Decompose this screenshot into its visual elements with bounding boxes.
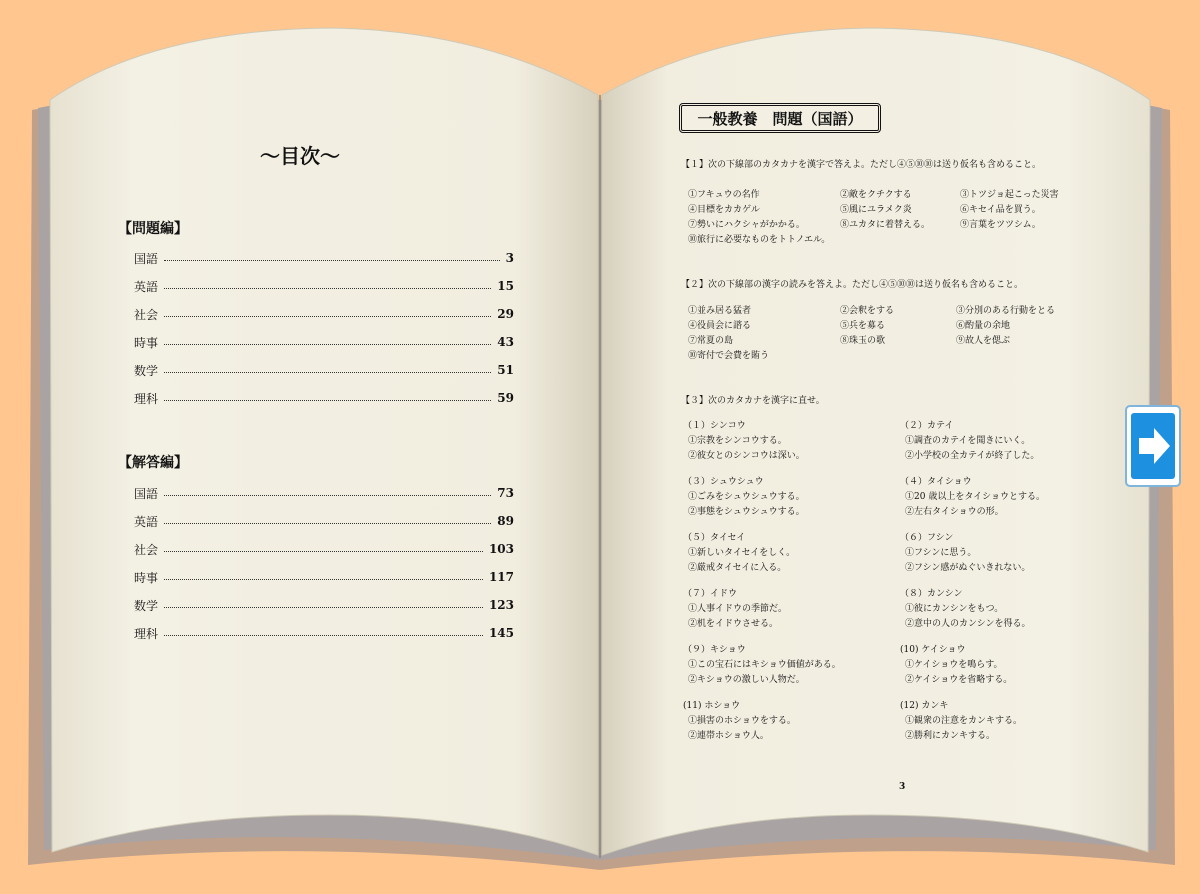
toc-row-page: 117 (488, 570, 514, 584)
toc-leader (164, 579, 483, 580)
q1-heading: 【１】次の下線部のカタカナを漢字で答えよ。ただし④⑤⑩⑩は送り仮名も含めること。 (681, 160, 1042, 170)
q3-line: ①観衆の注意をカンキする。 (905, 716, 1023, 726)
q3-group-label: （２）カテイ (900, 421, 954, 431)
toc-leader (164, 400, 491, 401)
toc-leader (164, 372, 491, 373)
q3-line: ②勝利にカンキする。 (905, 731, 996, 741)
q3-line: ②フシン感がぬぐいきれない。 (905, 563, 1031, 573)
toc-row[interactable] (134, 484, 514, 502)
q2-item: ②会釈をする (840, 306, 895, 316)
toc-row-page: 89 (497, 514, 514, 528)
toc-row-page: 59 (497, 391, 514, 405)
toc-row-label: 社会 (134, 307, 159, 322)
q1-item: ⑧ユカタに着替える。 (840, 220, 931, 230)
toc-row-label: 国語 (134, 486, 159, 501)
toc-row[interactable] (134, 624, 514, 642)
q3-group-label: （１）シンコウ (683, 421, 746, 431)
toc-row-page: 145 (488, 626, 514, 640)
q3-line: ①彼にカンシンをもつ。 (905, 604, 1004, 614)
toc-row-page: 103 (488, 542, 514, 556)
toc-row[interactable] (134, 249, 514, 267)
toc-title: ～目次～ (260, 144, 340, 168)
toc-row[interactable] (134, 361, 514, 379)
q2-item: ⑤兵を募る (840, 321, 886, 331)
toc-row[interactable] (134, 277, 514, 295)
q3-line: ②意中の人のカンシンを得る。 (905, 619, 1031, 629)
toc-row-label: 理科 (134, 626, 159, 641)
toc-row-label: 数学 (134, 598, 159, 613)
q2-item: ④役員会に諮る (688, 321, 752, 331)
toc-leader (164, 607, 483, 608)
toc-row-page: 15 (497, 279, 514, 293)
toc-row-page: 123 (488, 598, 514, 612)
q3-line: ①損害のホショウをする。 (688, 716, 796, 726)
toc-row-page: 73 (497, 486, 514, 500)
q3-group-label: （３）シュウシュウ (683, 477, 764, 487)
toc-row[interactable] (134, 596, 514, 614)
q3-line: ①この宝石にはキショウ価値がある。 (688, 660, 841, 670)
q3-heading: 【３】次のカタカナを漢字に直せ。 (681, 396, 825, 406)
toc-row-label: 国語 (134, 251, 159, 266)
q3-line: ②机をイドウさせる。 (688, 619, 779, 629)
toc-leader (164, 495, 491, 496)
toc-section-heading-problems: 【問題編】 (118, 221, 188, 237)
toc-row-page: 43 (497, 335, 514, 349)
toc-row[interactable] (134, 333, 514, 351)
exam-title: 一般教養 問題（国語） (679, 103, 881, 133)
q1-item: ⑨言葉をツツシム。 (960, 220, 1041, 230)
toc-row-page: 29 (497, 307, 514, 321)
q3-line: ①宗教をシンコウする。 (688, 436, 787, 446)
q3-line: ②小学校の全カテイが終了した。 (905, 451, 1040, 461)
q3-group-label: (10) ケイショウ (900, 645, 966, 655)
toc-row[interactable] (134, 568, 514, 586)
q1-item: ⑩旅行に必要なものをトトノエル。 (688, 235, 831, 245)
toc-leader (164, 344, 491, 345)
toc-row[interactable] (134, 305, 514, 323)
q1-item: ②敵をクチクする (840, 190, 912, 200)
toc-row[interactable] (134, 512, 514, 530)
q3-line: ①フシンに思う。 (905, 548, 977, 558)
toc-row[interactable] (134, 540, 514, 558)
q3-line: ①新しいタイセイをしく。 (688, 548, 796, 558)
q3-line: ①ごみをシュウシュウする。 (688, 492, 805, 502)
q2-item: ③分別のある行動をとる (956, 306, 1056, 316)
q2-item: ⑥酌量の余地 (956, 321, 1011, 331)
toc-row[interactable] (134, 389, 514, 407)
q3-group-label: （９）キショウ (683, 645, 746, 655)
next-page-button[interactable] (1125, 405, 1181, 487)
q3-line: ②彼女とのシンコウは深い。 (688, 451, 805, 461)
q1-item: ①フキュウの名作 (688, 190, 760, 200)
toc-row-label: 時事 (134, 335, 159, 350)
toc-row-page: 51 (497, 363, 514, 377)
q3-line: ②厳戒タイセイに入る。 (688, 563, 787, 573)
q3-line: ①調査のカテイを聞きにいく。 (905, 436, 1031, 446)
q3-group-label: （７）イドウ (683, 589, 738, 599)
q1-item: ⑦勢いにハクシャがかかる。 (688, 220, 805, 230)
q3-group-label: (11) ホショウ (683, 701, 741, 711)
q2-item: ①並み居る猛者 (688, 306, 752, 316)
toc-row-label: 時事 (134, 570, 159, 585)
q3-line: ②事態をシュウシュウする。 (688, 507, 805, 517)
q3-line: ②連帯ホショウ人。 (688, 731, 769, 741)
q1-item: ③トツジョ起こった災害 (960, 190, 1059, 200)
toc-row-label: 英語 (134, 279, 159, 294)
q3-line: ②左右タイショウの形。 (905, 507, 1004, 517)
q2-item: ⑩寄付で会費を賄う (688, 351, 770, 361)
q2-item: ⑨故人を偲ぶ (956, 336, 1011, 346)
toc-leader (164, 288, 491, 289)
toc-leader (164, 635, 483, 636)
toc-row-label: 数学 (134, 363, 159, 378)
toc-leader (164, 260, 500, 261)
q2-heading: 【２】次の下線部の漢字の読みを答えよ。ただし④⑤⑩⑩は送り仮名も含めること。 (681, 280, 1024, 290)
toc-row-label: 英語 (134, 514, 159, 529)
q3-group-label: （４）タイショウ (900, 477, 972, 487)
q3-line: ①人事イドウの季節だ。 (688, 604, 788, 614)
q1-item: ⑥キセイ品を買う。 (960, 205, 1041, 215)
arrow-right-icon (1125, 405, 1181, 487)
q3-group-label: (12) カンキ (900, 701, 949, 711)
toc-row-label: 理科 (134, 391, 159, 406)
q3-line: ②ケイショウを省略する。 (905, 675, 1013, 685)
toc-row-label: 社会 (134, 542, 159, 557)
page-number: 3 (899, 782, 906, 792)
toc-leader (164, 316, 491, 317)
q1-item: ④目標をカカゲル (688, 205, 760, 215)
q3-line: ①ケイショウを鳴らす。 (905, 660, 1003, 670)
q3-group-label: （８）カンシン (900, 589, 963, 599)
q3-group-label: （６）フシン (900, 533, 954, 543)
toc-section-heading-answers: 【解答編】 (118, 455, 188, 471)
q2-item: ⑦常夏の島 (688, 336, 734, 346)
q3-line: ①20 歳以上をタイショウとする。 (905, 492, 1045, 502)
q3-group-label: （５）タイセイ (683, 533, 746, 543)
q3-line: ②キショウの激しい人物だ。 (688, 675, 805, 685)
toc-row-page: 3 (505, 251, 514, 265)
q2-item: ⑧珠玉の歌 (840, 336, 886, 346)
q1-item: ⑤風にユラメク炎 (840, 205, 912, 215)
toc-leader (164, 551, 483, 552)
toc-leader (164, 523, 491, 524)
